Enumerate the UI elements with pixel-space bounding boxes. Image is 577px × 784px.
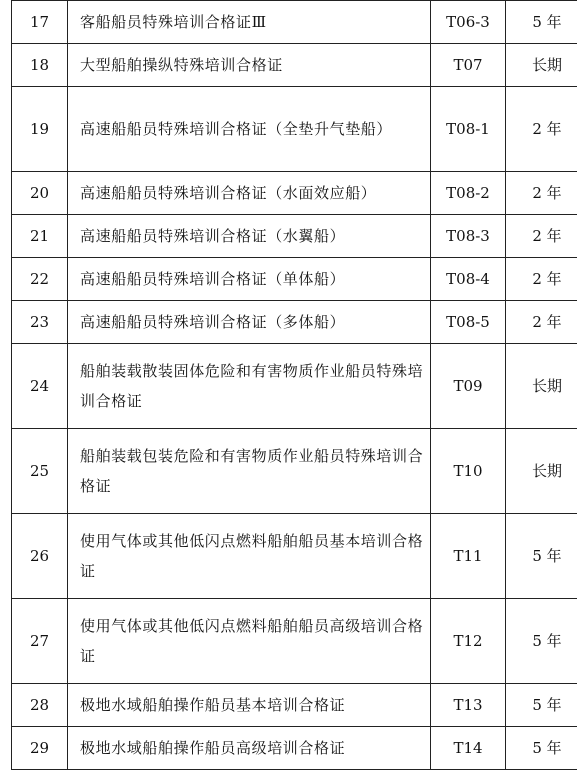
- certificate-code: T13: [431, 684, 506, 727]
- validity-term: 5 年: [506, 727, 577, 770]
- row-number: 17: [12, 1, 68, 44]
- certificate-code: T07: [431, 44, 506, 87]
- row-number: 21: [12, 215, 68, 258]
- certificate-code: T08-3: [431, 215, 506, 258]
- validity-term: 长期: [506, 429, 577, 514]
- certificate-name: 船舶装载包装危险和有害物质作业船员特殊培训合格证: [68, 429, 431, 514]
- validity-term: 5 年: [506, 599, 577, 684]
- certificate-code: T08-5: [431, 301, 506, 344]
- certificate-name: 高速船船员特殊培训合格证（单体船）: [68, 258, 431, 301]
- certificate-code: T14: [431, 727, 506, 770]
- row-number: 28: [12, 684, 68, 727]
- certificate-code: T12: [431, 599, 506, 684]
- certificate-name: 客船船员特殊培训合格证Ⅲ: [68, 1, 431, 44]
- row-number: 25: [12, 429, 68, 514]
- table-row: [12, 44, 577, 87]
- row-number: 19: [12, 87, 68, 172]
- row-number: 22: [12, 258, 68, 301]
- certificate-code: T08-1: [431, 87, 506, 172]
- certificate-code: T09: [431, 344, 506, 429]
- certificate-name: 使用气体或其他低闪点燃料船舶船员高级培训合格证: [68, 599, 431, 684]
- certificate-name: 极地水域船舶操作船员基本培训合格证: [68, 684, 431, 727]
- table-row: [12, 87, 577, 172]
- row-number: 27: [12, 599, 68, 684]
- table-row: [12, 172, 577, 215]
- table-row: [12, 258, 577, 301]
- validity-term: 长期: [506, 344, 577, 429]
- certificate-code: T10: [431, 429, 506, 514]
- validity-term: 5 年: [506, 514, 577, 599]
- row-number: 26: [12, 514, 68, 599]
- table-row: [12, 215, 577, 258]
- table-row: [12, 301, 577, 344]
- validity-term: 长期: [506, 44, 577, 87]
- certificate-table: [11, 0, 577, 770]
- validity-term: 5 年: [506, 684, 577, 727]
- table-row: [12, 684, 577, 727]
- row-number: 24: [12, 344, 68, 429]
- validity-term: 2 年: [506, 87, 577, 172]
- certificate-code: T08-4: [431, 258, 506, 301]
- row-number: 23: [12, 301, 68, 344]
- certificate-code: T11: [431, 514, 506, 599]
- row-number: 20: [12, 172, 68, 215]
- certificate-code: T08-2: [431, 172, 506, 215]
- certificate-name: 高速船船员特殊培训合格证（水面效应船）: [68, 172, 431, 215]
- certificate-name: 极地水域船舶操作船员高级培训合格证: [68, 727, 431, 770]
- table-row: [12, 727, 577, 770]
- row-number: 18: [12, 44, 68, 87]
- table-row: [12, 599, 577, 684]
- table-row: [12, 344, 577, 429]
- certificate-name: 使用气体或其他低闪点燃料船舶船员基本培训合格证: [68, 514, 431, 599]
- table-row: [12, 514, 577, 599]
- certificate-table-body: [12, 1, 577, 770]
- table-row: [12, 1, 577, 44]
- validity-term: 2 年: [506, 258, 577, 301]
- validity-term: 2 年: [506, 172, 577, 215]
- validity-term: 2 年: [506, 301, 577, 344]
- row-number: 29: [12, 727, 68, 770]
- table-row: [12, 429, 577, 514]
- validity-term: 2 年: [506, 215, 577, 258]
- certificate-code: T06-3: [431, 1, 506, 44]
- certificate-name: 高速船船员特殊培训合格证（全垫升气垫船）: [68, 87, 431, 172]
- certificate-name: 大型船舶操纵特殊培训合格证: [68, 44, 431, 87]
- certificate-name: 高速船船员特殊培训合格证（多体船）: [68, 301, 431, 344]
- validity-term: 5 年: [506, 1, 577, 44]
- certificate-name: 高速船船员特殊培训合格证（水翼船）: [68, 215, 431, 258]
- certificate-name: 船舶装载散装固体危险和有害物质作业船员特殊培训合格证: [68, 344, 431, 429]
